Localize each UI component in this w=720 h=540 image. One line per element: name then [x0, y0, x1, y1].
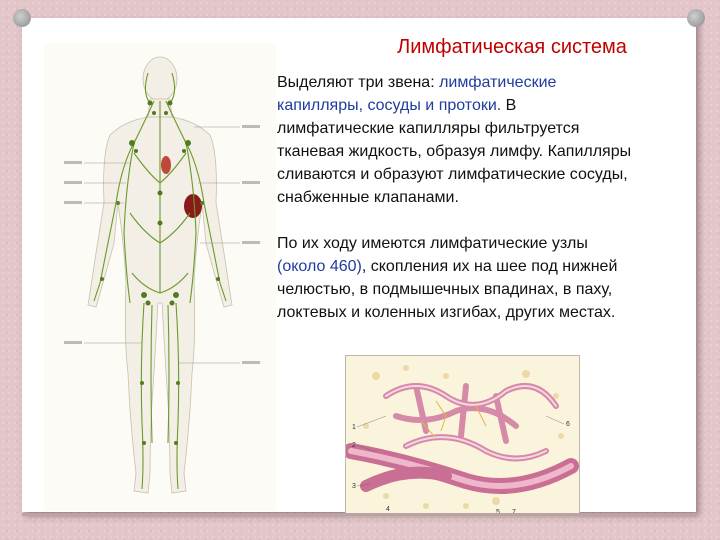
- lymphatic-system-body-illustration: [44, 43, 276, 511]
- paragraph-1-highlight: лимфатические капилляры, сосуды и протоки.: [277, 74, 557, 114]
- corner-ornament-right: [678, 18, 696, 36]
- corner-ornament-left: [22, 18, 40, 36]
- paragraph-1-start: Выделяют три звена:: [277, 74, 440, 91]
- paragraph-1: [277, 71, 637, 209]
- paragraph-2-end: , скопления их на шее под нижней челюстью, в подмышечных впадинах, в паху, локтевых и коленных изгибах, других местах.: [277, 258, 618, 321]
- paragraph-1-end: В лимфатические капилляры фильтруется тканевая жидкость, образуя лимфу. Капилляры сливаются и образуют лимфатические сосуды, снабженные клапанами.: [277, 97, 632, 206]
- spleen-organ: [184, 194, 202, 218]
- heart-organ: [161, 156, 171, 174]
- fig-label-4: 4: [386, 506, 390, 513]
- slide-bottom-bar: [22, 513, 696, 516]
- fig-label-2: 2: [352, 442, 356, 449]
- lymph-capillaries-illustration: [345, 355, 580, 517]
- slide-title: Лимфатическая система: [397, 36, 627, 58]
- slide-text: [277, 71, 637, 347]
- paragraph-2: [277, 232, 637, 324]
- fig-label-6: 6: [566, 421, 570, 428]
- paragraph-2-start: По их ходу имеются лимфатические узлы: [277, 235, 588, 252]
- slide: [22, 18, 696, 512]
- fig-label-3: 3: [352, 483, 356, 490]
- fig-label-1: 1: [352, 424, 356, 431]
- paragraph-2-highlight: (около 460): [277, 258, 362, 275]
- capillary-network: [386, 386, 556, 459]
